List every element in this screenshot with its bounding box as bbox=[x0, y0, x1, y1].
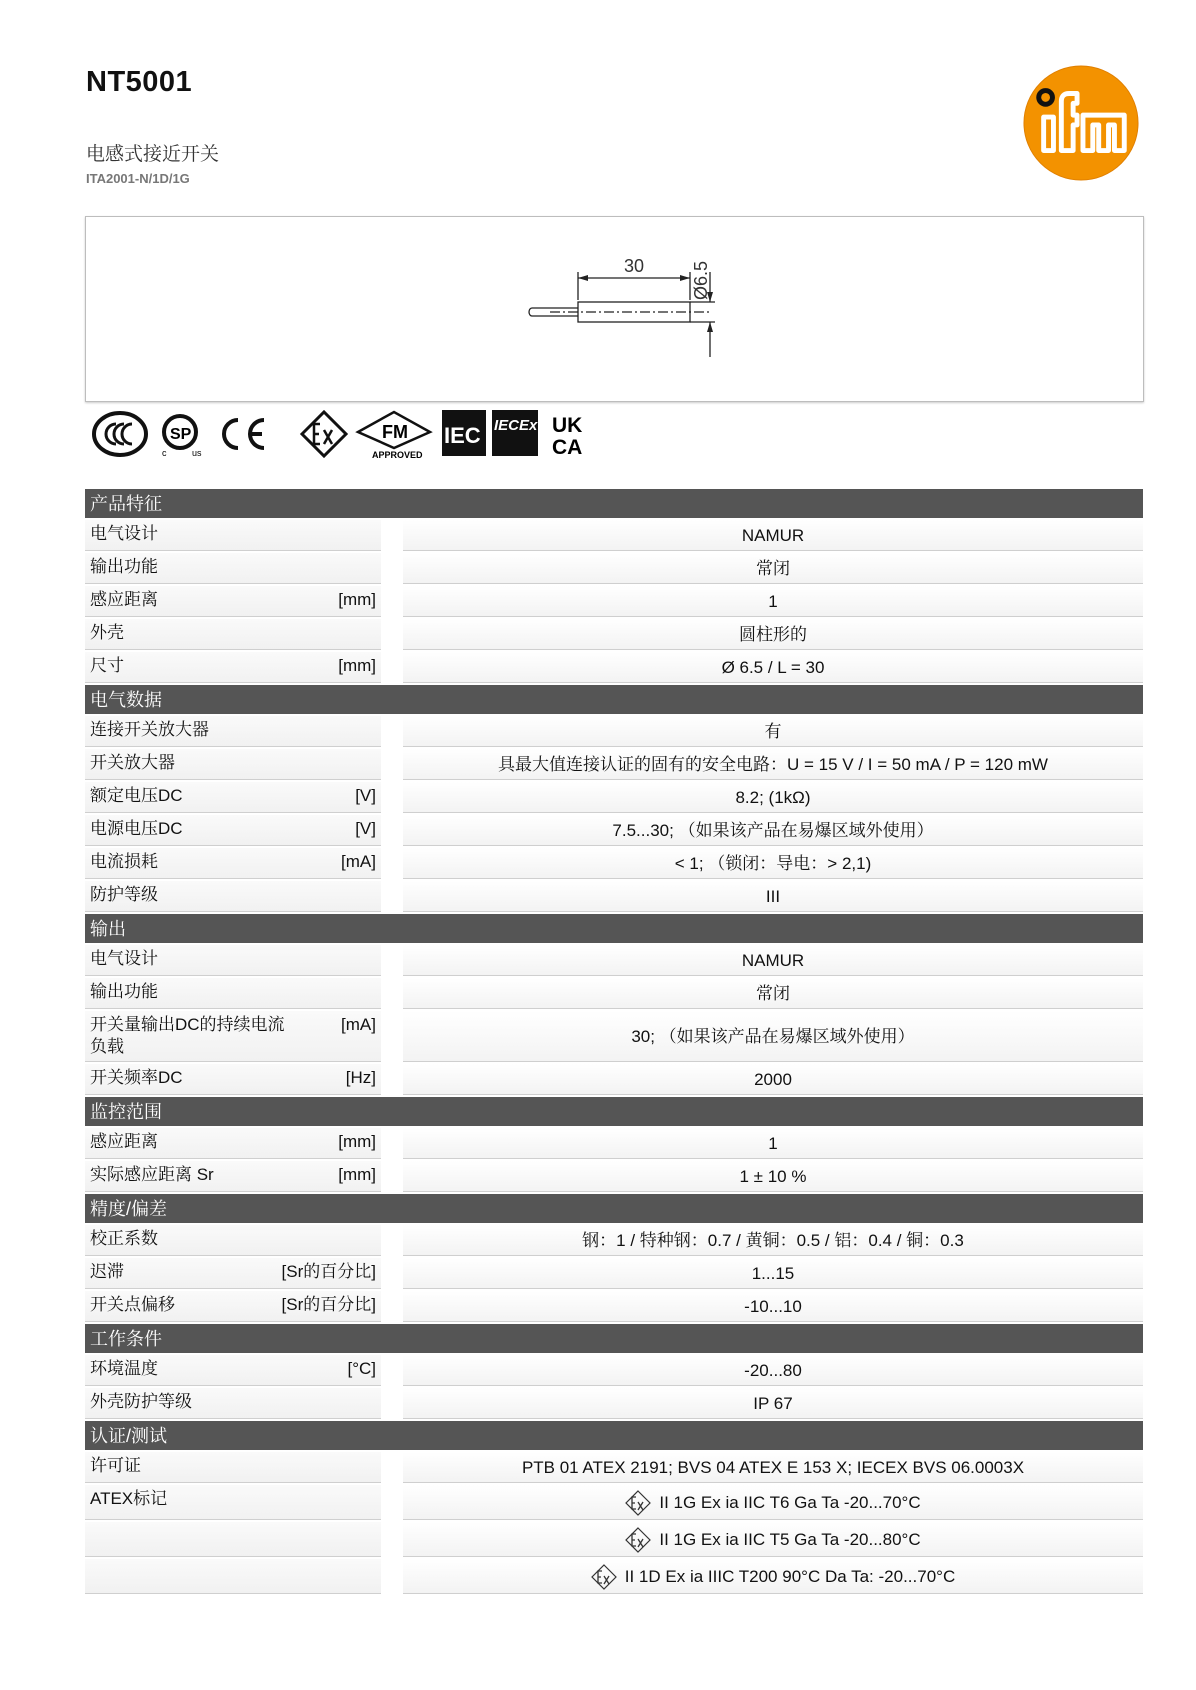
spec-value: II 1G Ex ia IIC T5 Ga Ta -20...80°C bbox=[659, 1530, 921, 1549]
spec-label-cell bbox=[85, 749, 381, 780]
spec-row bbox=[85, 1485, 1143, 1520]
ifm-logo bbox=[1022, 64, 1140, 182]
spec-row bbox=[85, 1064, 1143, 1095]
spec-label-cell bbox=[85, 1388, 381, 1419]
spec-value: NAMUR bbox=[741, 526, 805, 545]
spec-value-cell bbox=[403, 1291, 1143, 1322]
spec-row bbox=[85, 881, 1143, 912]
spec-unit: [°C] bbox=[347, 1359, 376, 1378]
spec-value: 7.5...30; （如果该产品在易爆区域外使用） bbox=[612, 821, 934, 840]
dimension-drawing bbox=[510, 242, 740, 382]
spec-value: NAMUR bbox=[741, 951, 805, 970]
spec-label-cell bbox=[85, 586, 381, 617]
ex-mark bbox=[302, 412, 346, 456]
svg-text:IECEx: IECEx bbox=[494, 417, 538, 434]
spec-row bbox=[85, 1225, 1143, 1256]
spec-label-cell bbox=[85, 782, 381, 813]
spec-value: 常闭 bbox=[756, 984, 790, 1003]
spec-value-cell bbox=[403, 652, 1143, 683]
svg-text:SP: SP bbox=[170, 426, 192, 443]
spec-row bbox=[85, 520, 1143, 551]
spec-label: 连接开关放大器 bbox=[90, 720, 209, 739]
spec-value: II 1D Ex ia IIIC T200 90°C Da Ta: -20...70°C bbox=[624, 1567, 956, 1586]
spec-label-cell bbox=[85, 1225, 381, 1256]
spec-value: 2000 bbox=[754, 1070, 792, 1089]
spec-value-cell bbox=[403, 716, 1143, 747]
ex-icon bbox=[625, 1527, 651, 1553]
spec-value: PTB 01 ATEX 2191; BVS 04 ATEX E 153 X; IECEX BVS 06.0003X bbox=[521, 1458, 1025, 1477]
spec-unit: [Sr的百分比] bbox=[281, 1295, 376, 1314]
spec-label-cell bbox=[85, 815, 381, 846]
specification-table bbox=[85, 487, 1143, 1594]
section-header: 精度/偏差 bbox=[85, 1194, 1143, 1223]
spec-label: ATEX标记 bbox=[90, 1489, 168, 1508]
spec-label: 电气设计 bbox=[90, 949, 158, 968]
spec-unit: [V] bbox=[355, 819, 376, 838]
spec-label-cell bbox=[85, 553, 381, 584]
spec-label: 输出功能 bbox=[90, 557, 158, 576]
product-description: 电感式接近开关 bbox=[86, 144, 220, 165]
spec-row bbox=[85, 1161, 1143, 1192]
spec-value: 30; （如果该产品在易爆区域外使用） bbox=[631, 1027, 915, 1046]
spec-label: 防护等级 bbox=[90, 885, 158, 904]
spec-unit: [mm] bbox=[338, 1132, 376, 1151]
spec-row bbox=[85, 1258, 1143, 1289]
spec-value-cell bbox=[403, 749, 1143, 780]
spec-label-cell bbox=[85, 652, 381, 683]
spec-value-cell bbox=[403, 945, 1143, 976]
spec-row bbox=[85, 553, 1143, 584]
spec-label-cell bbox=[85, 520, 381, 551]
svg-text:APPROVED: APPROVED bbox=[372, 450, 423, 460]
spec-row bbox=[85, 1355, 1143, 1386]
length-label: 30 bbox=[624, 256, 645, 276]
certification-marks bbox=[92, 408, 592, 460]
spec-row bbox=[85, 1011, 1143, 1062]
spec-label-cell bbox=[85, 881, 381, 912]
spec-value-cell bbox=[403, 1388, 1143, 1419]
csa-us-mark bbox=[162, 416, 202, 458]
svg-text:c: c bbox=[162, 448, 167, 458]
spec-label: 开关放大器 bbox=[90, 753, 175, 772]
spec-label: 外壳防护等级 bbox=[90, 1392, 192, 1411]
spec-unit: [Sr的百分比] bbox=[281, 1262, 376, 1281]
spec-value: -20...80 bbox=[744, 1361, 802, 1380]
spec-value-cell bbox=[403, 1485, 1143, 1520]
spec-row bbox=[85, 619, 1143, 650]
spec-value-cell bbox=[403, 553, 1143, 584]
spec-row bbox=[85, 1291, 1143, 1322]
spec-value: 1 bbox=[768, 1134, 778, 1153]
svg-text:CA: CA bbox=[552, 436, 583, 459]
spec-row bbox=[85, 586, 1143, 617]
spec-value-cell bbox=[403, 520, 1143, 551]
spec-label: 外壳 bbox=[90, 623, 124, 642]
spec-row bbox=[85, 782, 1143, 813]
svg-text:us: us bbox=[192, 448, 202, 458]
spec-unit: [mm] bbox=[338, 1165, 376, 1184]
spec-value-cell bbox=[403, 1452, 1143, 1483]
spec-unit: [mm] bbox=[338, 656, 376, 675]
spec-label-cell bbox=[85, 619, 381, 650]
section-header: 工作条件 bbox=[85, 1324, 1143, 1353]
spec-value: II 1G Ex ia IIC T6 Ga Ta -20...70°C bbox=[659, 1493, 921, 1512]
spec-value-cell bbox=[403, 815, 1143, 846]
spec-value: 钢：1 / 特种钢：0.7 / 黄铜：0.5 / 铝：0.4 / 铜：0.3 bbox=[582, 1231, 964, 1250]
svg-text:IEC: IEC bbox=[444, 423, 481, 448]
diameter-label: Ø6.5 bbox=[691, 260, 711, 300]
spec-label-cell bbox=[85, 1064, 381, 1095]
spec-value: IP 67 bbox=[753, 1394, 793, 1413]
spec-value: 8.2; (1kΩ) bbox=[735, 788, 811, 807]
spec-row bbox=[85, 749, 1143, 780]
spec-label-cell bbox=[85, 945, 381, 976]
spec-label: 开关频率DC bbox=[90, 1068, 183, 1087]
spec-row bbox=[85, 1388, 1143, 1419]
spec-value: -10...10 bbox=[744, 1297, 802, 1316]
spec-label: 开关量输出DC的持续电流负载 bbox=[90, 1015, 285, 1056]
spec-row bbox=[85, 1522, 1143, 1557]
spec-label-cell bbox=[85, 1011, 381, 1062]
spec-row bbox=[85, 716, 1143, 747]
spec-row bbox=[85, 1128, 1143, 1159]
spec-label-cell bbox=[85, 1559, 381, 1594]
section-header: 输出 bbox=[85, 914, 1143, 943]
spec-label-cell bbox=[85, 1355, 381, 1386]
spec-label: 感应距离 bbox=[90, 1132, 158, 1151]
spec-label-cell bbox=[85, 1522, 381, 1557]
ce-mark bbox=[224, 420, 264, 448]
spec-value: 1 ± 10 % bbox=[739, 1167, 807, 1186]
section-header: 产品特征 bbox=[85, 489, 1143, 518]
spec-unit: [mA] bbox=[341, 852, 376, 871]
spec-value: 具最大值连接认证的固有的安全电路：U = 15 V / I = 50 mA / P = 120 mW bbox=[498, 755, 1048, 774]
spec-value-cell bbox=[403, 1064, 1143, 1095]
spec-row bbox=[85, 848, 1143, 879]
spec-label-cell bbox=[85, 978, 381, 1009]
article-number: ITA2001-N/1D/1G bbox=[86, 171, 190, 186]
spec-label-cell bbox=[85, 1485, 381, 1520]
spec-value-cell bbox=[403, 1128, 1143, 1159]
spec-value-cell bbox=[403, 1161, 1143, 1192]
iec-mark bbox=[442, 410, 486, 456]
ex-icon bbox=[591, 1564, 617, 1590]
ukca-mark bbox=[552, 414, 582, 459]
section-header: 认证/测试 bbox=[85, 1421, 1143, 1450]
spec-value-cell bbox=[403, 1258, 1143, 1289]
spec-label: 校正系数 bbox=[90, 1229, 158, 1248]
ex-icon bbox=[625, 1490, 651, 1516]
spec-value-cell bbox=[403, 1011, 1143, 1062]
spec-row bbox=[85, 945, 1143, 976]
spec-value: 有 bbox=[764, 722, 782, 741]
spec-row bbox=[85, 1452, 1143, 1483]
spec-label: 实际感应距离 Sr bbox=[90, 1165, 214, 1184]
spec-label-cell bbox=[85, 848, 381, 879]
spec-unit: [Hz] bbox=[345, 1068, 376, 1087]
spec-value-cell bbox=[403, 978, 1143, 1009]
spec-label: 尺寸 bbox=[90, 656, 124, 675]
spec-value-cell bbox=[403, 848, 1143, 879]
spec-value-cell bbox=[403, 619, 1143, 650]
spec-label-cell bbox=[85, 1291, 381, 1322]
spec-label: 开关点偏移 bbox=[90, 1295, 175, 1314]
spec-label: 电气设计 bbox=[90, 524, 158, 543]
spec-value-cell bbox=[403, 1225, 1143, 1256]
spec-label-cell bbox=[85, 1452, 381, 1483]
section-header: 监控范围 bbox=[85, 1097, 1143, 1126]
spec-row bbox=[85, 652, 1143, 683]
ccc-mark bbox=[94, 413, 146, 455]
spec-value: 1 bbox=[768, 592, 778, 611]
spec-label: 电流损耗 bbox=[90, 852, 158, 871]
spec-row bbox=[85, 815, 1143, 846]
spec-value: 圆柱形的 bbox=[739, 625, 807, 644]
iecex-mark bbox=[492, 410, 538, 456]
spec-value: < 1; （锁闭：导电：> 2,1) bbox=[674, 854, 872, 873]
spec-label-cell bbox=[85, 1161, 381, 1192]
spec-value-cell bbox=[403, 1522, 1143, 1557]
fm-approved-mark bbox=[358, 412, 430, 460]
spec-label: 输出功能 bbox=[90, 982, 158, 1001]
spec-value: 常闭 bbox=[756, 559, 790, 578]
spec-value: 1...15 bbox=[751, 1264, 795, 1283]
spec-row bbox=[85, 978, 1143, 1009]
spec-label: 许可证 bbox=[90, 1456, 141, 1475]
spec-unit: [V] bbox=[355, 786, 376, 805]
spec-label: 环境温度 bbox=[90, 1359, 158, 1378]
svg-text:UK: UK bbox=[552, 414, 583, 437]
spec-label: 电源电压DC bbox=[90, 819, 183, 838]
spec-value-cell bbox=[403, 782, 1143, 813]
section-header: 电气数据 bbox=[85, 685, 1143, 714]
spec-unit: [mm] bbox=[338, 590, 376, 609]
spec-value-cell bbox=[403, 1559, 1143, 1594]
product-code: NT5001 bbox=[86, 66, 193, 98]
spec-value-cell bbox=[403, 881, 1143, 912]
spec-label: 迟滞 bbox=[90, 1262, 124, 1281]
spec-value-cell bbox=[403, 1355, 1143, 1386]
spec-label: 额定电压DC bbox=[90, 786, 183, 805]
spec-label-cell bbox=[85, 716, 381, 747]
spec-label-cell bbox=[85, 1128, 381, 1159]
svg-text:FM: FM bbox=[382, 422, 408, 442]
spec-row bbox=[85, 1559, 1143, 1594]
spec-unit: [mA] bbox=[341, 1015, 376, 1034]
spec-value: Ø 6.5 / L = 30 bbox=[721, 658, 825, 677]
spec-value: III bbox=[765, 887, 781, 906]
spec-value-cell bbox=[403, 586, 1143, 617]
spec-label: 感应距离 bbox=[90, 590, 158, 609]
spec-label-cell bbox=[85, 1258, 381, 1289]
